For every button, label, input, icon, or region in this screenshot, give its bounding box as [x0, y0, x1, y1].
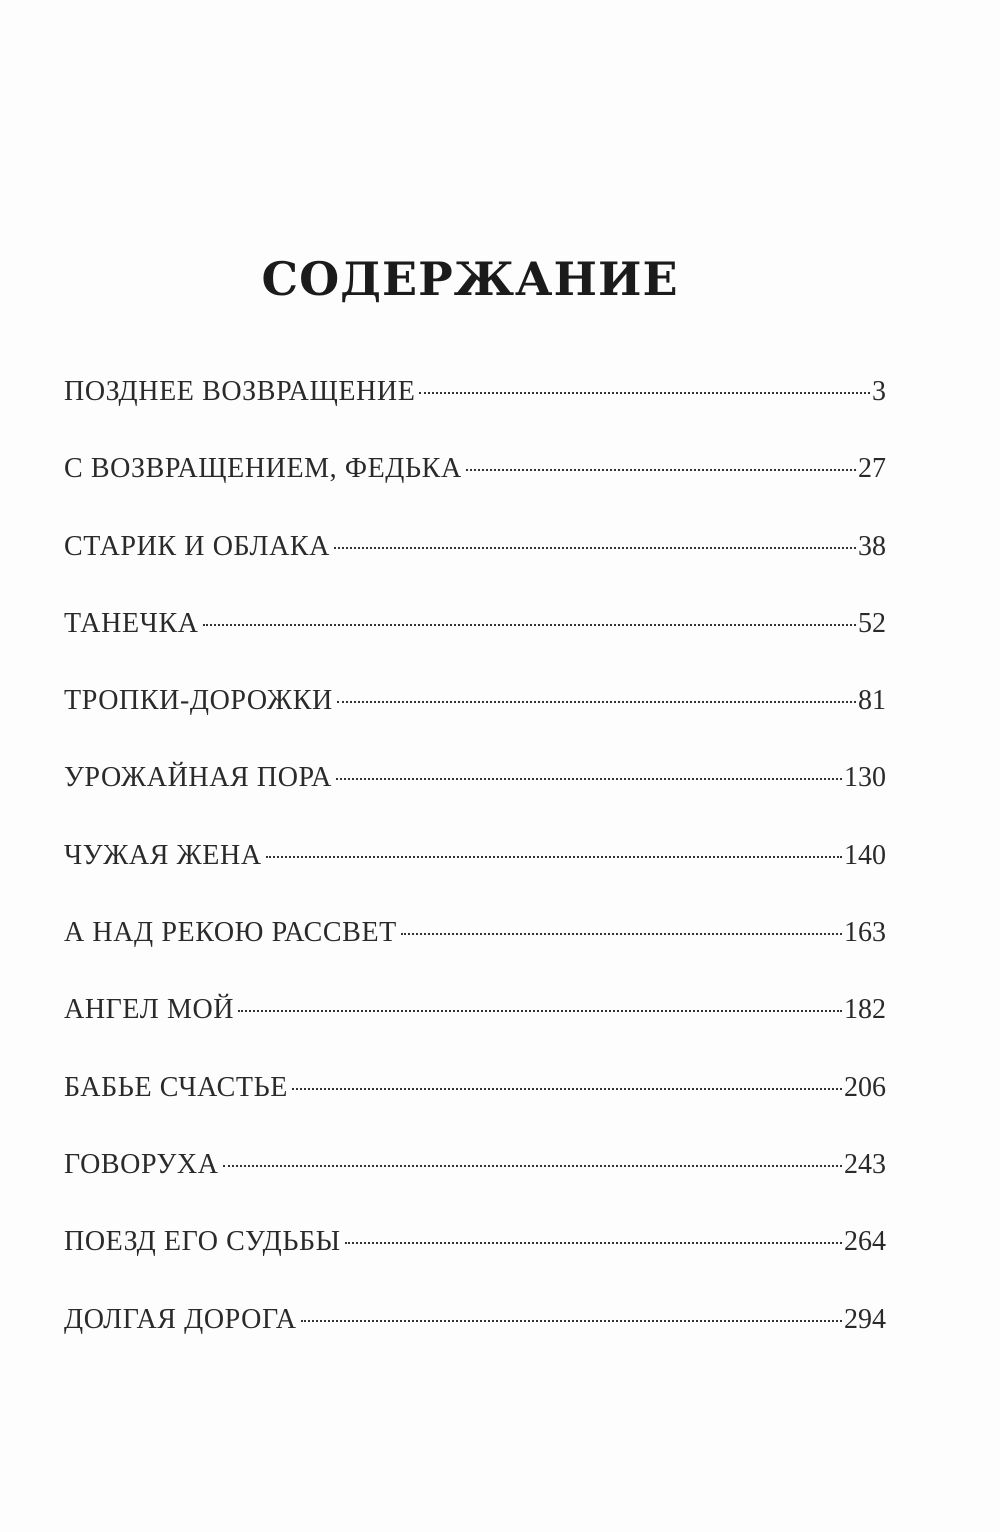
- dot-leader: [292, 1088, 842, 1090]
- toc-entry: [64, 604, 886, 681]
- page-title: СОДЕРЖАНИЕ: [261, 251, 679, 306]
- toc-entry-page: 27: [858, 453, 886, 485]
- toc-entry: [64, 913, 886, 990]
- dot-leader: [238, 1010, 842, 1012]
- toc-entry-page: 163: [844, 917, 886, 949]
- toc-entry-title: ПОЕЗД ЕГО СУДЬБЫ: [64, 1226, 341, 1258]
- toc-entry-title: А НАД РЕКОЮ РАССВЕТ: [64, 917, 397, 949]
- toc-entry: [64, 449, 886, 526]
- dot-leader: [345, 1242, 842, 1244]
- toc-entry: [64, 681, 886, 758]
- dot-leader: [336, 778, 842, 780]
- toc-entry-page: 130: [844, 762, 886, 794]
- toc-entry-title: ДОЛГАЯ ДОРОГА: [64, 1303, 297, 1335]
- dot-leader: [334, 547, 856, 549]
- toc-entry-page: 182: [844, 994, 886, 1026]
- toc-entry: [64, 1222, 886, 1299]
- toc-entry: [64, 758, 886, 835]
- toc-entry-page: 294: [844, 1303, 886, 1335]
- toc-entry: [64, 1145, 886, 1222]
- toc-entry-page: 52: [858, 607, 886, 639]
- toc-entry-title: ТРОПКИ-ДОРОЖКИ: [64, 685, 333, 717]
- dot-leader: [301, 1320, 842, 1322]
- toc-entry-page: 81: [858, 685, 886, 717]
- toc-entry: [64, 1300, 886, 1377]
- toc-entry-page: 140: [844, 839, 886, 871]
- toc-entry-title: АНГЕЛ МОЙ: [64, 994, 235, 1026]
- dot-leader: [466, 469, 856, 471]
- toc-entry-title: УРОЖАЙНАЯ ПОРА: [64, 762, 332, 794]
- table-of-contents: [64, 372, 886, 1377]
- dot-leader: [401, 933, 842, 935]
- dot-leader: [203, 624, 856, 626]
- toc-entry-page: 243: [844, 1148, 886, 1180]
- dot-leader: [266, 856, 842, 858]
- toc-entry-page: 3: [872, 376, 886, 407]
- toc-entry: [64, 990, 886, 1067]
- dot-leader: [419, 392, 870, 394]
- toc-entry: [64, 372, 886, 449]
- toc-entry-title: СТАРИК И ОБЛАКА: [64, 530, 331, 562]
- toc-entry-title: ТАНЕЧКА: [64, 607, 199, 639]
- toc-entry: [64, 527, 886, 604]
- toc-entry-page: 206: [844, 1071, 886, 1103]
- toc-entry: [64, 836, 886, 913]
- toc-entry-page: 38: [858, 530, 886, 562]
- dot-leader: [337, 701, 856, 703]
- toc-entry-title: ЧУЖАЯ ЖЕНА: [64, 839, 262, 871]
- toc-entry-title: ГОВОРУХА: [64, 1148, 219, 1180]
- toc-entry-title: БАБЬЕ СЧАСТЬЕ: [64, 1071, 288, 1103]
- toc-entry: [64, 1068, 886, 1145]
- toc-entry-title: С ВОЗВРАЩЕНИЕМ, ФЕДЬКА: [64, 453, 462, 485]
- toc-entry-page: 264: [844, 1226, 886, 1258]
- toc-entry-title: ПОЗДНЕЕ ВОЗВРАЩЕНИЕ: [64, 376, 416, 407]
- dot-leader: [223, 1165, 842, 1167]
